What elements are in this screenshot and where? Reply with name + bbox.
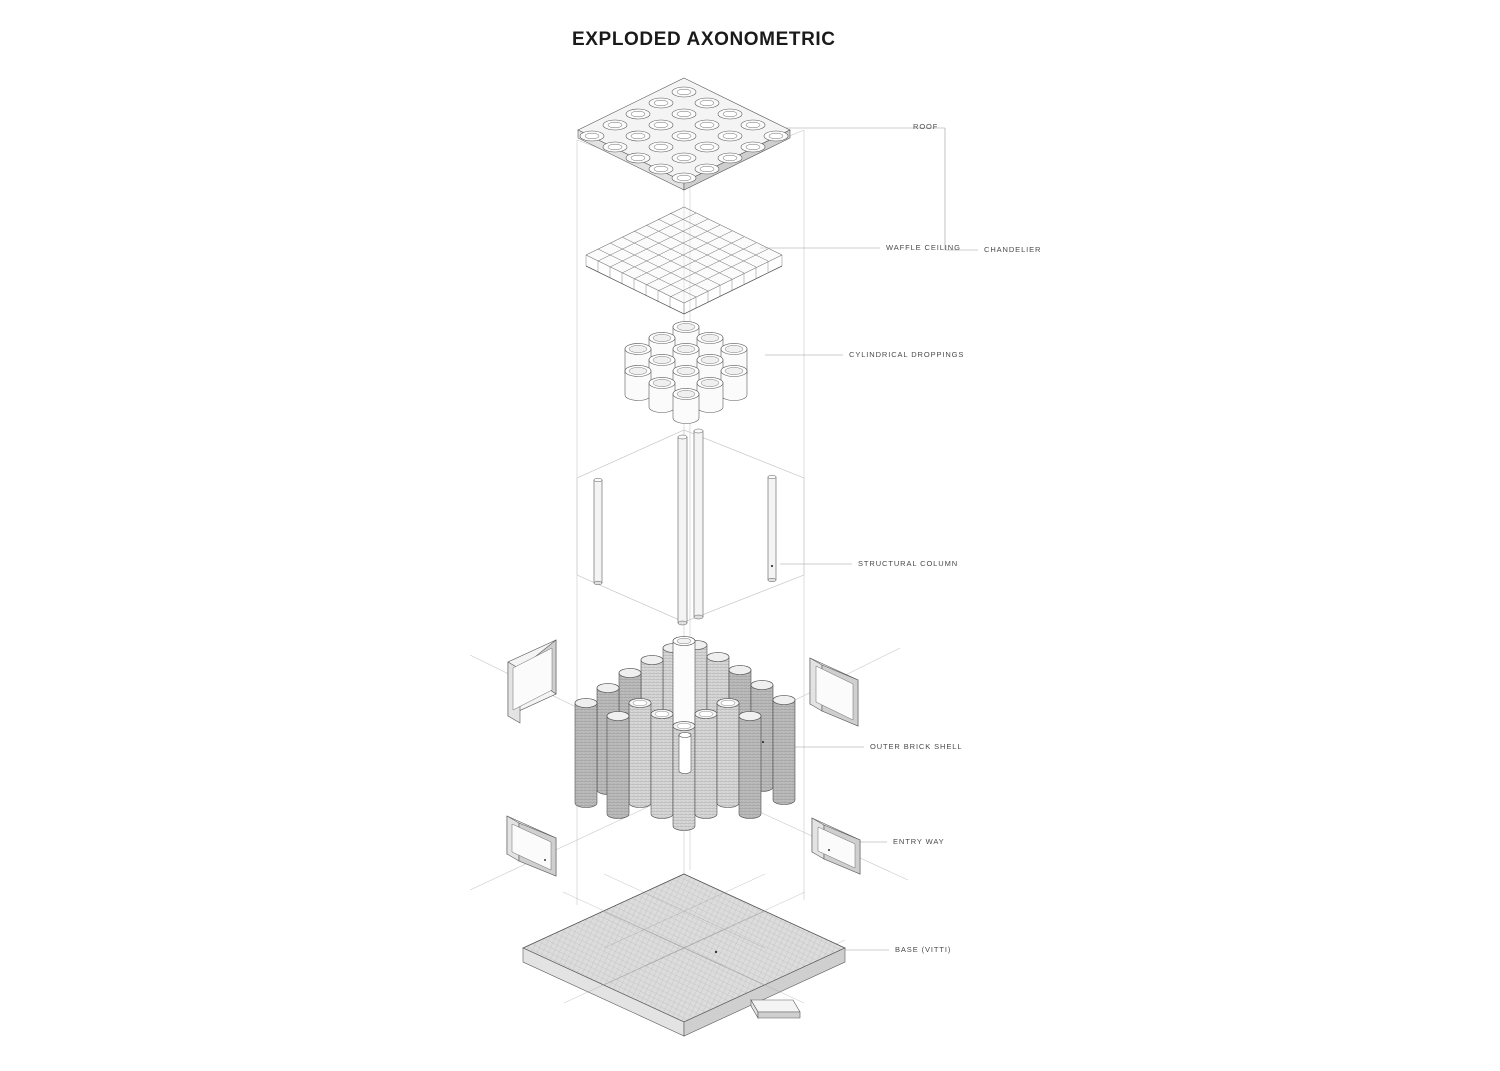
label-cylindrical-droppings: CYLINDRICAL DROPPINGS bbox=[849, 350, 965, 359]
component-structural-column bbox=[577, 429, 804, 625]
label-chandelier: CHANDELIER bbox=[984, 245, 1042, 254]
page-title: EXPLODED AXONOMETRIC bbox=[572, 29, 836, 50]
component-entry-way-left bbox=[507, 816, 556, 876]
component-side-panel-upper-right bbox=[810, 658, 858, 726]
label-roof: ROOF bbox=[913, 122, 939, 131]
label-base-vitti: BASE (VITTI) bbox=[895, 945, 952, 954]
component-waffle-ceiling bbox=[586, 207, 782, 314]
label-structural-column: STRUCTURAL COLUMN bbox=[858, 559, 959, 568]
component-outer-brick-shell bbox=[575, 637, 795, 831]
component-base-vitti bbox=[523, 874, 845, 1036]
component-side-panel-upper-left bbox=[508, 640, 556, 723]
label-entry-way: ENTRY WAY bbox=[893, 837, 945, 846]
label-outer-brick-shell: OUTER BRICK SHELL bbox=[870, 742, 963, 751]
label-waffle-ceiling: WAFFLE CEILING bbox=[886, 243, 961, 252]
component-cylindrical-droppings bbox=[625, 322, 747, 424]
component-entry-way-right bbox=[812, 818, 860, 874]
component-roof bbox=[578, 78, 790, 190]
